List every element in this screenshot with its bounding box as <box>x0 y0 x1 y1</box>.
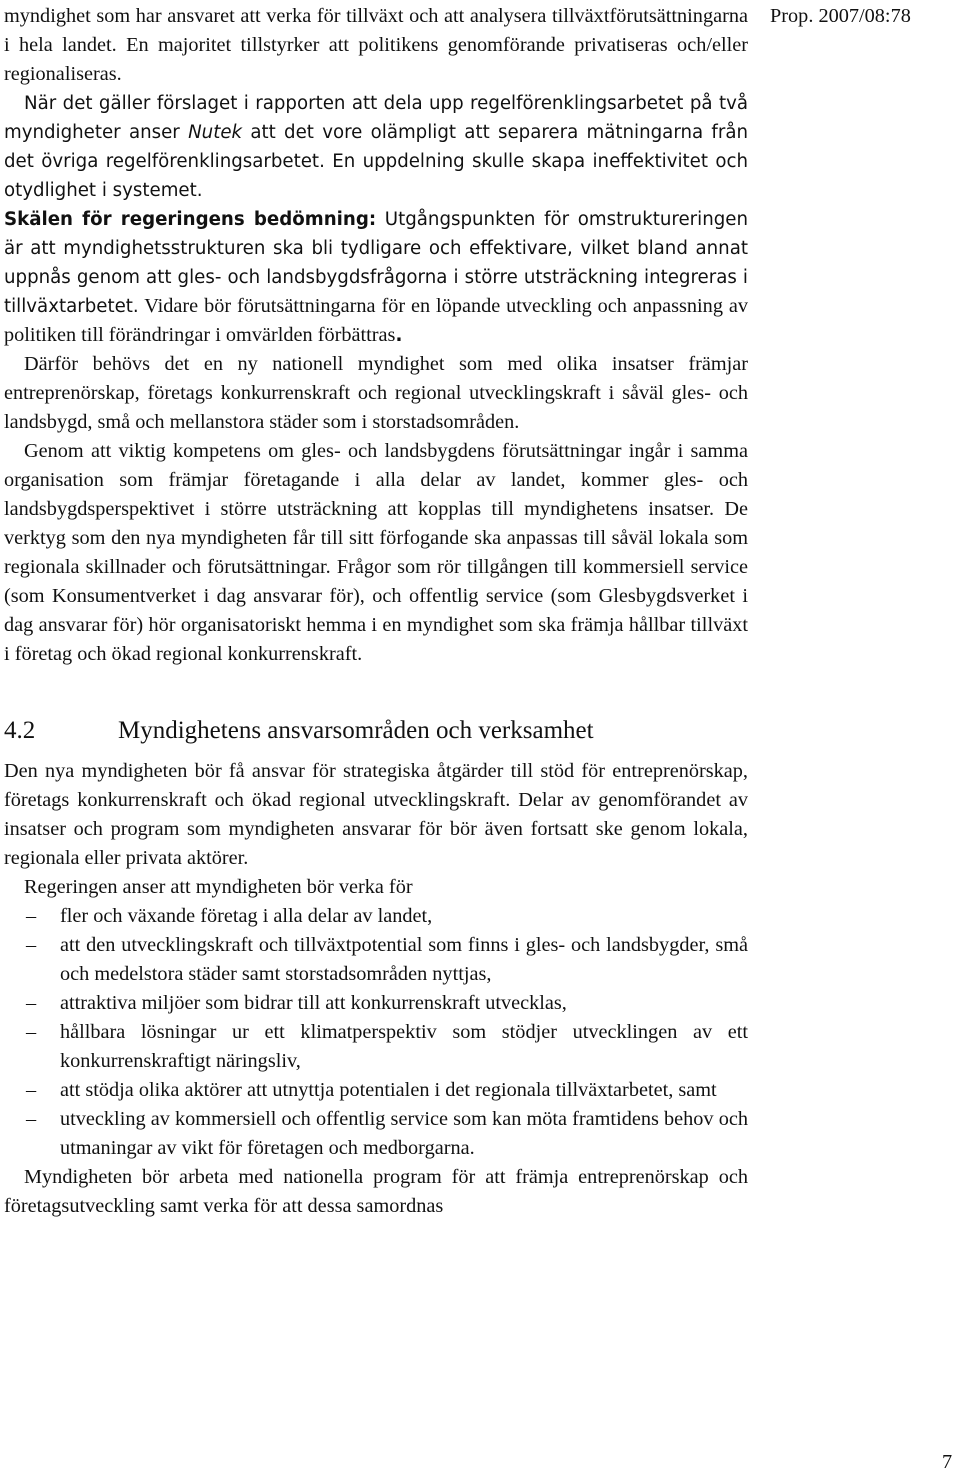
list-lead: Regeringen anser att myndigheten bör verka för <box>24 876 413 898</box>
main-text-column <box>4 2 748 1221</box>
list-item-text: attraktiva miljöer som bidrar till att konkurrenskraft utvecklas, <box>60 992 567 1014</box>
paragraph-3-sans-text: Utgångspunkten för omstruktureringen är att myndighetsstrukturen ska bli tydligare och effektivare, vilket bland annat uppnås genom att gles- och landsbygdsfrågorna i större utsträckning integreras i tillväxtarbetet. <box>4 209 748 317</box>
section-title: Myndighetens ansvarsområden och verksamhet <box>118 717 594 744</box>
dash-bullet: – <box>26 992 37 1014</box>
paragraph-2-text-a: När det gäller förslaget i rapporten att dela upp regelförenklingsarbetet på två myndigheter anser <box>4 93 748 143</box>
list-item <box>4 931 748 989</box>
dash-bullet: – <box>26 934 37 956</box>
assessment-heading: Skälen för regeringens bedömning: <box>4 209 377 230</box>
list-item <box>4 989 748 1018</box>
paragraph-5: Genom att viktig kompetens om gles- och landsbygdens förutsättningar ingår i samma organisation som främjar företagande i alla delar av landet, kommer gles- och landsbygdsperspektivet i större utsträckning att kopplas till myndighetens insatser. De verktyg som den nya myndigheten får till sitt förfogande ska anpassas till såväl lokala som regionala skillnader och förutsättningar. Frågor som rör tillgången till kommersiell service (som Konsumentverket i dag ansvarar för), och offentlig service (som Glesbygdsverket i dag ansvarar för) hör organisatoriskt hemma i en myndighet som ska främja hållbar tillväxt i företag och ökad regional konkurrenskraft. <box>4 440 748 665</box>
paragraph-2-text-b: att det vore olämpligt att separera mätningarna från det övriga regelförenklingsarbetet. En uppdelning skulle skapa ineffektivitet och otydlighet i systemet. <box>4 122 748 201</box>
paragraph-4: Därför behövs det en ny nationell myndighet som med olika insatser främjar entreprenörskap, företags konkurrenskraft och regional utvecklingskraft i såväl gles- och landsbygd, små och mellanstora städer som i storstadsområden. <box>4 353 748 433</box>
section-heading <box>4 715 748 747</box>
page-number: 7 <box>942 1451 953 1473</box>
paragraph-3 <box>4 205 748 350</box>
list-item <box>4 902 748 931</box>
paragraph-3-serif-text: Vidare bör förutsättningarna för en löpande utveckling och anpassning av politiken till förändringar i omvärlden förbättras <box>4 295 748 346</box>
proposition-number: Prop. 2007/08:78 <box>770 5 911 27</box>
list-item-text: att stödja olika aktörer att utnyttja potentialen i det regionala tillväxtarbetet, samt <box>60 1079 717 1101</box>
dash-bullet: – <box>26 1079 37 1101</box>
list-item <box>4 1105 748 1163</box>
list-item-text: fler och växande företag i alla delar av landet, <box>60 905 433 927</box>
closing-paragraph: Myndigheten bör arbeta med nationella program för att främja entreprenörskap och företagsutveckling samt verka för att dessa samordnas <box>4 1166 748 1217</box>
list-item-text: hållbara lösningar ur ett klimatperspektiv som stödjer utvecklingen av ett konkurrenskraftigt näringsliv, <box>60 1021 748 1072</box>
paragraph-2 <box>4 89 748 205</box>
dash-bullet: – <box>26 905 37 927</box>
section-intro: Den nya myndigheten bör få ansvar för strategiska åtgärder till stöd för entreprenörskap, företags konkurrenskraft och ökad regional utvecklingskraft. Delar av genomförandet av insatser och program som myndigheten ansvarar för bör även fortsatt ske genom lokala, regionala eller privata aktörer. <box>4 760 748 869</box>
paragraph-1: myndighet som har ansvaret att verka för tillväxt och att analysera tillväxtförutsättningarna i hela landet. En majoritet tillstyrker att politikens genomförande privatiseras och/eller regionaliseras. <box>4 5 748 85</box>
section-number: 4.2 <box>4 717 36 744</box>
paragraph-2-italic: Nutek <box>188 122 243 143</box>
dash-bullet: – <box>26 1021 37 1043</box>
bullet-list <box>4 902 748 1163</box>
dash-bullet: – <box>26 1108 37 1130</box>
list-item <box>4 1018 748 1076</box>
list-item-text: utveckling av kommersiell och offentlig service som kan möta framtidens behov och utmaningar av vikt för företagen och medborgarna. <box>60 1108 748 1159</box>
paragraph-3-period: . <box>395 325 403 346</box>
list-item-text: att den utvecklingskraft och tillväxtpotential som finns i gles- och landsbygder, små och medelstora städer samt storstadsområden nyttjas, <box>60 934 748 985</box>
list-item <box>4 1076 748 1105</box>
